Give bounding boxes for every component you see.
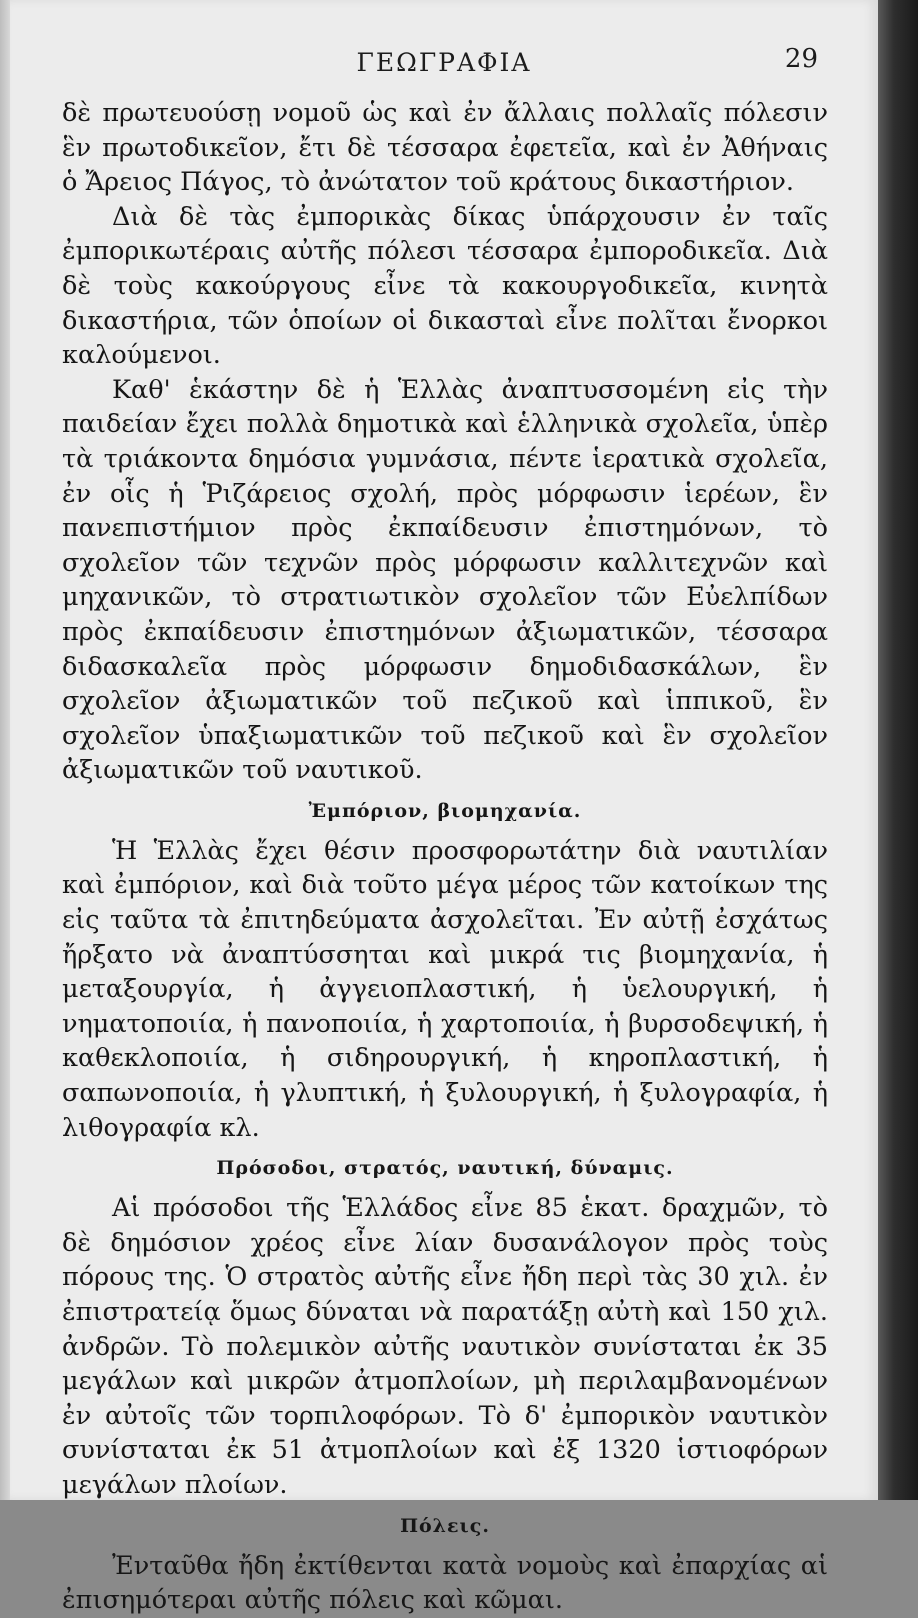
paragraph-education: Καθ' ἑκάστην δὲ ἡ Ἑλλὰς ἀναπτυσσομένη εἰς τὴν παιδείαν ἔχει πολλὰ δημοτικὰ καὶ ἑλληνικὰ σχολεῖα, ὑπὲρ τὰ τριάκοντα δημόσια γυμνάσια, πέντε ἱερατικὰ σχολεῖα, ἐν οἷς ἡ Ῥιζάρειος σχολή, πρὸς μόρφωσιν ἱερέων, ἓν πανεπιστήμιον πρὸς ἐκπαίδευσιν ἐπιστημόνων, τὸ σχολεῖον τῶν τεχνῶν πρὸς μόρφωσιν καλλιτεχνῶν καὶ μηχανικῶν, τὸ στρατιωτικὸν σχολεῖον τῶν Εὐελπίδων πρὸς ἐκπαίδευσιν ἐπιστημόνων ἀξιωματικῶν, τέσσαρα διδασκαλεῖα πρὸς μόρφωσιν δημοδιδασκάλων, ἓν σχολεῖον ἀξιωματικῶν τοῦ πεζικοῦ καὶ ἱππικοῦ, ἓν σχολεῖον ὑπαξιωματικῶν τοῦ πεζικοῦ καὶ ἓν σχολεῖον ἀξιωματικῶν τοῦ ναυτικοῦ. <box>62 374 828 786</box>
running-title: ΓΕΩΓΡΑΦΙΑ <box>356 48 532 77</box>
book-spine-shadow <box>878 0 918 1500</box>
paragraph-cities: Ἐνταῦθα ἤδη ἐκτίθενται κατὰ νομοὺς καὶ ἐπαρχίας αἱ ἐπισημότεραι αὐτῆς πόλεις καὶ κῶμαι. <box>62 1550 828 1616</box>
page-body <box>62 96 828 1618</box>
page-number: 29 <box>784 44 818 74</box>
page-header <box>10 44 878 84</box>
paragraph-commercial-courts: Διὰ δὲ τὰς ἐμπορικὰς δίκας ὑπάρχουσιν ἐν ταῖς ἐμπορικωτέραις αὐτῆς πόλεσι τέσσαρα ἐμποροδικεῖα. Διὰ δὲ τοὺς κακούργους εἶνε τὰ κακουργοδικεῖα, κινητὰ δικαστήρια, τῶν ὁποίων οἱ δικασταὶ εἶνε πολῖται ἔνορκοι καλούμενοι. <box>62 201 828 371</box>
book-page <box>10 0 878 1616</box>
paragraph-courts: δὲ πρωτευούσῃ νομοῦ ὡς καὶ ἐν ἄλλαις πολλαῖς πόλεσιν ἓν πρωτοδικεῖον, ἔτι δὲ τέσσαρα ἐφετεῖα, καὶ ἐν Ἀθήναις ὁ Ἄρειος Πάγος, τὸ ἀνώτατον τοῦ κράτους δικαστήριον. <box>62 98 828 198</box>
paragraph-commerce-industry: Ἡ Ἑλλὰς ἔχει θέσιν προσφορωτάτην διὰ ναυτιλίαν καὶ ἐμπόριον, καὶ διὰ τοῦτο μέγα μέρος τῶν κατοίκων της εἰς ταῦτα τὰ ἐπιτηδεύματα ἀσχολεῖται. Ἐν αὐτῇ ἐσχάτως ἤρξατο νὰ ἀναπτύσσηται καὶ μικρά τις βιομηχανία, ἡ μεταξουργία, ἡ ἀγγειοπλαστική, ἡ ὑελουργική, ἡ νηματοποιία, ἡ πανοποιία, ἡ χαρτοποιία, ἡ βυρσοδεψική, ἡ καθεκλοποιία, ἡ σιδηρουργική, ἡ κηροπλαστική, ἡ σαπωνοποιία, ἡ γλυπτική, ἡ ξυλουργική, ἡ ξυλογραφία, ἡ λιθογραφία κλ. <box>62 835 828 1143</box>
heading-revenue-army-navy: Πρόσοδοι, στρατός, ναυτική, δύναμις. <box>216 1157 674 1180</box>
heading-commerce-industry: Ἐμπόριον, βιομηχανία. <box>308 799 582 822</box>
paragraph-revenue-army-navy: Αἱ πρόσοδοι τῆς Ἑλλάδος εἶνε 85 ἑκατ. δραχμῶν, τὸ δὲ δημόσιον χρέος εἶνε λίαν δυσανάλογον πρὸς τοὺς πόρους της. Ὁ στρατὸς αὐτῆς εἶνε ἤδη περὶ τὰς 30 χιλ. ἐν ἐπιστρατείᾳ ὅμως δύναται νὰ παρατάξῃ αὐτὴ καὶ 150 χιλ. ἀνδρῶν. Τὸ πολεμικὸν αὐτῆς ναυτικὸν συνίσταται ἐκ 35 μεγάλων καὶ μικρῶν ἀτμοπλοίων, μὴ περιλαμβανομένων ἐν αὐτοῖς τῶν τορπιλοφόρων. Τὸ δ' ἐμπορικὸν ναυτικὸν συνίσταται ἐκ 51 ἀτμοπλοίων καὶ ἐξ 1320 ἱστιοφόρων μεγάλων πλοίων. <box>62 1193 828 1500</box>
heading-cities: Πόλεις. <box>400 1514 490 1537</box>
page-left-margin <box>0 0 10 1500</box>
